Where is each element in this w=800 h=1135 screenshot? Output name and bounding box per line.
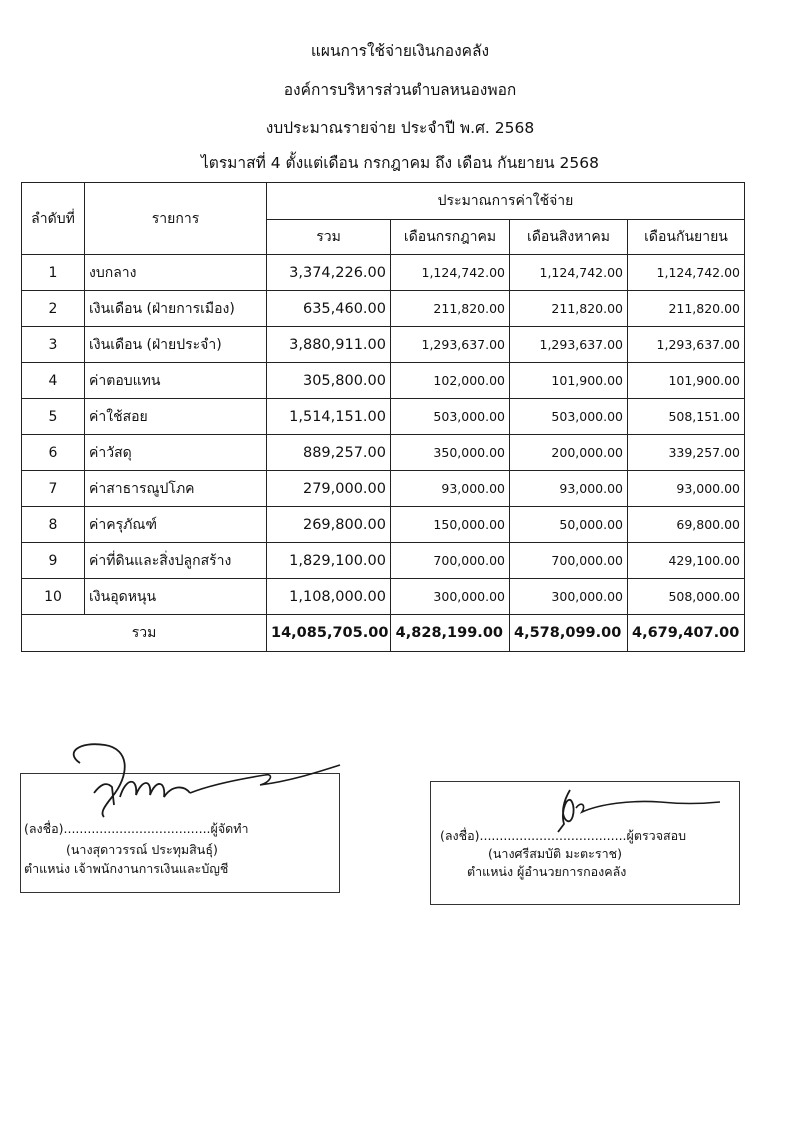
row-august: 700,000.00 [510,543,628,579]
row-august: 101,900.00 [510,363,628,399]
row-august: 1,124,742.00 [510,255,628,291]
row-july: 1,124,742.00 [391,255,510,291]
quarter-period: ไตรมาสที่ 4 ตั้งแต่เดือน กรกฎาคม ถึง เดือน กันยายน 2568 [201,154,599,172]
row-item: งบกลาง [85,255,267,291]
row-august: 300,000.00 [510,579,628,615]
row-index: 5 [22,399,85,435]
row-september: 1,124,742.00 [628,255,745,291]
row-index: 6 [22,435,85,471]
row-total: 635,460.00 [267,291,391,327]
row-item: เงินเดือน (ฝ่ายประจำ) [85,327,267,363]
row-september: 1,293,637.00 [628,327,745,363]
row-september: 69,800.00 [628,507,745,543]
table-row [22,471,745,507]
row-september: 211,820.00 [628,291,745,327]
row-july: 503,000.00 [391,399,510,435]
row-item: ค่าสาธารณูปโภค [85,471,267,507]
row-total: 269,800.00 [267,507,391,543]
row-august: 503,000.00 [510,399,628,435]
row-total: 889,257.00 [267,435,391,471]
row-item: ค่าครุภัณฑ์ [85,507,267,543]
row-july: 150,000.00 [391,507,510,543]
row-july: 1,293,637.00 [391,327,510,363]
row-item: ค่าที่ดินและสิ่งปลูกสร้าง [85,543,267,579]
row-index: 8 [22,507,85,543]
row-july: 102,000.00 [391,363,510,399]
row-july: 93,000.00 [391,471,510,507]
row-september: 508,000.00 [628,579,745,615]
column-header-total: รวม [267,220,391,255]
row-index: 4 [22,363,85,399]
reviewer-sign-line: (ลงชื่อ).....................................ผู้ตรวจสอบ [440,828,687,843]
sum-september: 4,679,407.00 [628,615,745,652]
row-total: 1,108,000.00 [267,579,391,615]
row-july: 300,000.00 [391,579,510,615]
preparer-sign-line: (ลงชื่อ).....................................ผู้จัดทำ [24,821,249,836]
row-september: 339,257.00 [628,435,745,471]
column-header-july: เดือนกรกฎาคม [391,220,510,255]
row-august: 211,820.00 [510,291,628,327]
row-total: 1,514,151.00 [267,399,391,435]
budget-table [21,182,745,652]
table-row [22,363,745,399]
row-item: ค่าวัสดุ [85,435,267,471]
column-header-august: เดือนสิงหาคม [510,220,628,255]
document-title: แผนการใช้จ่ายเงินกองคลัง [310,42,490,60]
row-august: 93,000.00 [510,471,628,507]
preparer-name: (นางสุดาวรรณ์ ประทุมสินธุ์) [66,842,218,857]
table-sum-row [22,615,745,652]
row-july: 211,820.00 [391,291,510,327]
table-row [22,435,745,471]
reviewer-name: (นางศรีสมบัติ มะตะราช) [488,846,622,861]
row-september: 508,151.00 [628,399,745,435]
row-total: 279,000.00 [267,471,391,507]
column-header-september: เดือนกันยายน [628,220,745,255]
preparer-handwritten-signature [60,735,350,825]
row-index: 1 [22,255,85,291]
sum-july: 4,828,199.00 [391,615,510,652]
row-total: 3,374,226.00 [267,255,391,291]
row-index: 7 [22,471,85,507]
column-header-item: รายการ [85,183,267,255]
row-august: 1,293,637.00 [510,327,628,363]
table-row [22,507,745,543]
table-row [22,579,745,615]
row-index: 10 [22,579,85,615]
organization-name: องค์การบริหารส่วนตำบลหนองพอก [283,81,517,99]
row-item: ค่าใช้สอย [85,399,267,435]
row-july: 700,000.00 [391,543,510,579]
row-august: 50,000.00 [510,507,628,543]
row-total: 1,829,100.00 [267,543,391,579]
row-september: 429,100.00 [628,543,745,579]
table-row [22,399,745,435]
row-july: 350,000.00 [391,435,510,471]
preparer-position: ตำแหน่ง เจ้าพนักงานการเงินและบัญชี [24,861,229,876]
row-september: 93,000.00 [628,471,745,507]
table-row [22,543,745,579]
table-row [22,327,745,363]
sum-august: 4,578,099.00 [510,615,628,652]
table-row [22,291,745,327]
row-item: เงินอุดหนุน [85,579,267,615]
sum-total: 14,085,705.00 [267,615,391,652]
sum-label: รวม [22,615,267,652]
row-index: 9 [22,543,85,579]
reviewer-position: ตำแหน่ง ผู้อำนวยการกองคลัง [467,864,627,879]
row-august: 200,000.00 [510,435,628,471]
row-total: 305,800.00 [267,363,391,399]
row-september: 101,900.00 [628,363,745,399]
table-row [22,255,745,291]
column-header-estimate-group: ประมาณการค่าใช้จ่าย [267,183,745,220]
row-item: เงินเดือน (ฝ่ายการเมือง) [85,291,267,327]
row-index: 2 [22,291,85,327]
row-item: ค่าตอบแทน [85,363,267,399]
row-total: 3,880,911.00 [267,327,391,363]
row-index: 3 [22,327,85,363]
column-header-index: ลำดับที่ [22,183,85,255]
budget-year: งบประมาณรายจ่าย ประจำปี พ.ศ. 2568 [265,119,535,137]
